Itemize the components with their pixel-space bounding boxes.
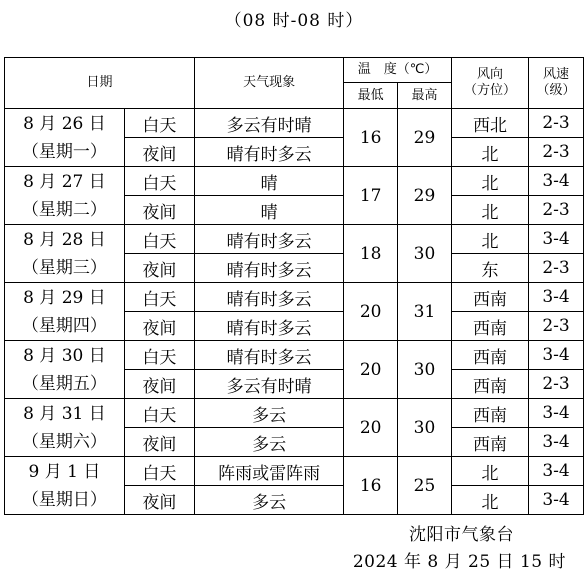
temp-max-cell: 25 [398,457,452,515]
wind-speed-cell: 3-4 [529,457,584,486]
period-day: 白天 [124,399,194,428]
date-cell [5,341,125,399]
temp-min-cell: 20 [344,283,398,341]
weekday-text: （星期六） [21,431,107,452]
temp-min-cell: 17 [344,167,398,225]
header-wind-direction-line2: （方位） [464,83,517,98]
wind-direction-cell: 北 [451,486,528,515]
temp-min-cell: 16 [344,109,398,167]
weekday-text: （星期日） [21,489,107,510]
wind-direction-cell: 西南 [451,283,528,312]
header-wind-direction-line1: 风向 [477,67,504,82]
weekday-text: （星期四） [21,315,107,336]
temp-min-cell: 20 [344,341,398,399]
date-text: 8 月 27 日 [23,171,106,192]
table-row [5,167,584,196]
weather-cell: 晴 [194,196,343,225]
weekday-text: （星期五） [21,373,107,394]
header-wind-speed-line1: 风速 [543,67,570,82]
wind-direction-cell: 西南 [451,341,528,370]
weather-cell: 晴有时多云 [194,225,343,254]
table-row [5,225,584,254]
weather-cell: 晴有时多云 [194,312,343,341]
wind-speed-cell: 3-4 [529,399,584,428]
period-night: 夜间 [124,486,194,515]
header-date: 日期 [5,58,195,109]
wind-speed-cell: 3-4 [529,428,584,457]
temp-min-cell: 20 [344,399,398,457]
period-day: 白天 [124,341,194,370]
wind-direction-cell: 北 [451,138,528,167]
date-cell [5,109,125,167]
period-day: 白天 [124,109,194,138]
table-row [5,457,584,486]
table-row [5,109,584,138]
weather-cell: 多云 [194,428,343,457]
period-subtitle: （08 时-08 时） [224,11,364,31]
period-night: 夜间 [124,428,194,457]
weekday-text: （星期一） [21,141,107,162]
date-cell [5,457,125,515]
weather-cell: 多云 [194,399,343,428]
weather-cell: 多云有时晴 [194,370,343,399]
wind-direction-cell: 北 [451,196,528,225]
wind-speed-cell: 2-3 [529,312,584,341]
header-temperature: 温 度（℃） [344,58,452,83]
wind-speed-cell: 2-3 [529,138,584,167]
weather-cell: 晴 [194,167,343,196]
period-day: 白天 [124,225,194,254]
date-text: 8 月 28 日 [23,229,106,250]
wind-speed-cell: 3-4 [529,341,584,370]
weather-cell: 晴有时多云 [194,341,343,370]
weekday-text: （星期二） [21,199,107,220]
wind-direction-cell: 东 [451,254,528,283]
weather-cell: 晴有时多云 [194,283,343,312]
period-night: 夜间 [124,138,194,167]
period-night: 夜间 [124,254,194,283]
period-day: 白天 [124,457,194,486]
period-night: 夜间 [124,196,194,225]
date-text: 8 月 26 日 [23,113,106,134]
wind-direction-cell: 北 [451,167,528,196]
date-cell [5,283,125,341]
table-row [5,283,584,312]
forecast-table [4,57,584,515]
wind-speed-cell: 3-4 [529,486,584,515]
table-row [5,399,584,428]
header-wind-speed-line2: （级） [536,83,576,98]
temp-max-cell: 31 [398,283,452,341]
temp-min-cell: 18 [344,225,398,283]
issuing-organization: 沈阳市气象台 [409,525,514,545]
period-day: 白天 [124,283,194,312]
date-cell [5,225,125,283]
period-day: 白天 [124,167,194,196]
date-text: 9 月 1 日 [28,461,101,482]
wind-speed-cell: 2-3 [529,254,584,283]
date-text: 8 月 29 日 [23,287,106,308]
wind-direction-cell: 西南 [451,312,528,341]
wind-speed-cell: 3-4 [529,167,584,196]
wind-direction-cell: 西北 [451,109,528,138]
temp-max-cell: 30 [398,399,452,457]
weather-cell: 多云有时晴 [194,109,343,138]
wind-speed-cell: 3-4 [529,225,584,254]
weather-cell: 晴有时多云 [194,138,343,167]
date-cell [5,167,125,225]
wind-speed-cell: 2-3 [529,196,584,225]
issue-time: 2024 年 8 月 25 日 15 时 [352,552,566,572]
weekday-text: （星期三） [21,257,107,278]
header-temp-max: 最高 [398,83,452,109]
header-wind-direction [451,58,528,109]
temp-max-cell: 30 [398,225,452,283]
header-weather: 天气现象 [194,58,343,109]
wind-direction-cell: 西南 [451,399,528,428]
header-wind-speed [529,58,584,109]
wind-speed-cell: 2-3 [529,370,584,399]
temp-max-cell: 29 [398,167,452,225]
wind-direction-cell: 北 [451,225,528,254]
temp-min-cell: 16 [344,457,398,515]
wind-speed-cell: 2-3 [529,109,584,138]
temp-max-cell: 29 [398,109,452,167]
date-text: 8 月 31 日 [23,403,106,424]
weather-cell: 阵雨或雷阵雨 [194,457,343,486]
weather-cell: 晴有时多云 [194,254,343,283]
period-night: 夜间 [124,312,194,341]
wind-direction-cell: 西南 [451,428,528,457]
period-night: 夜间 [124,370,194,399]
table-row [5,341,584,370]
wind-speed-cell: 3-4 [529,283,584,312]
temp-max-cell: 30 [398,341,452,399]
header-temp-min: 最低 [344,83,398,109]
weather-cell: 多云 [194,486,343,515]
wind-direction-cell: 北 [451,457,528,486]
date-cell [5,399,125,457]
date-text: 8 月 30 日 [23,345,106,366]
wind-direction-cell: 西南 [451,370,528,399]
